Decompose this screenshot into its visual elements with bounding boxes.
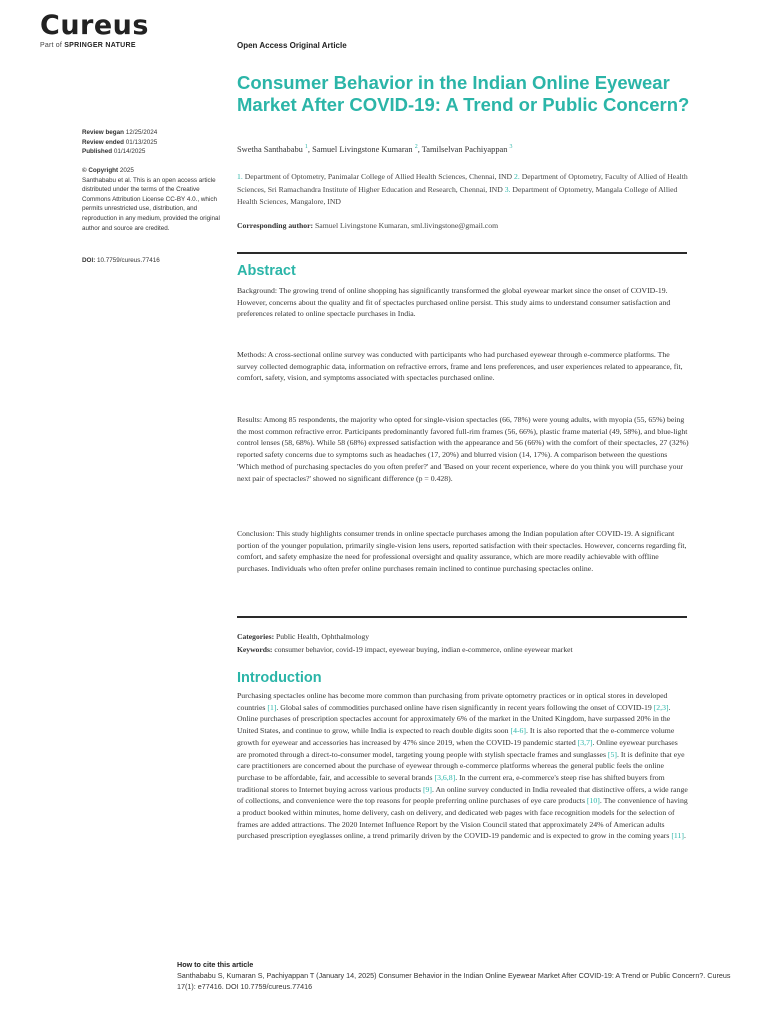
author[interactable]: Tamilselvan Pachiyappan $^3$ [421,144,513,154]
author[interactable]: Samuel Livingstone Kumaran $^2$ [312,144,418,154]
license-text: Santhababu et al. This is an open access article distributed under the terms of the Creative Commons Attribution License CC-BY 4.0., which permits unrestricted use, distribution, and reproduction in any medium, provided the original author and source are credited. [82,176,220,232]
reference-link[interactable]: [4-6] [510,726,526,736]
author[interactable]: Swetha Santhababu $^1$ [237,144,308,154]
abstract-conclusion: Conclusion: This study highlights consumer trends in online spectacle purchases among the Indian population after COVID-19. A significant portion of the younger population, primarily single-vision lens users, reported satisfaction with their spectacles. However, concerns regarding fit, comfort, and safety emphasize the need for professional oversight and quality assurance, which are more readily achievable with offline purchases. Individuals who often prefer online purchases remain inclined to continue purchasing spectacles online. [237,529,687,574]
doi[interactable]: DOI: 10.7759/cureus.77416 [82,257,160,264]
reference-link[interactable]: [5] [607,749,617,759]
divider [237,616,687,618]
introduction-heading: Introduction [237,670,322,686]
introduction-text: Purchasing spectacles online has become more common than purchasing from private optometry practices or in optical stores in developed countries [1]. Global sales of commodities purchased online have risen significantly in recent years following the onset of COVID-19 [2,3]. Online purchases of prescription spectacles account for approximately 6% of the market in the United Kingdom, have surpassed 20% in the United States, and continue to grow, while India is expected to reach double digits soon [4-6]. It is also reported that the e-commerce volume growth for eyewear and accessories has increased by 47% since 2019, when the COVID-19 pandemic started [3,7]. Online eyewear purchases are promoted through a direct-to-consumer model, targeting young people with stylish spectacle frames and sunglasses [5]. It is definite that eye care practitioners are concerned about the purchase of eyewear through e-commerce platforms whereas the general public feels the online purchase to be affordable, fair, and accessible to several brands [3,6,8]. In the current era, e-commerce's steep rise has shifted buyers from traditional stores to Internet buying across various products [9]. An online survey conducted in India revealed that distinctive offers, a wide range of collections, and convenience were the top reasons for people preferring online purchases of eye care products [10]. The convenience of having a product booked within minutes, home delivery, cash on delivery, and dedicated web pages with face recognition models for the selection of frames are added attractions. The 2020 Internet Influence Report by the Vision Council stated that approximately 24% of American adults purchased prescription eyeglasses online, a trend primarily driven by the COVID-19 pandemic and is expected to grow in the coming years [11]. [237,691,688,841]
brand-sub: Part of SPRINGER NATURE [40,42,136,49]
reference-link[interactable]: [1] [267,702,277,712]
abstract-methods: Methods: A cross-sectional online survey was conducted with participants who had purchased eyewear through e-commerce platforms. The survey collected demographic data, information on refractive errors, frame and lens preferences, and user experiences related to appearance, fit, comfort, safety, vision, and symptoms associated with spectacles purchased online. [237,350,683,383]
reference-link[interactable]: [3,6,8] [434,772,456,782]
keywords: Keywords: consumer behavior, covid-19 impact, eyewear buying, indian e-commerce, online eyewear market [237,645,573,654]
cureus-logo [40,12,149,49]
affiliations: 1. Department of Optometry, Panimalar College of Allied Health Sciences, Chennai, IND 2. Department of Optometry, Faculty of Allied of Health Sciences, Sri Ramachandra Institute of Higher Education and Research, Chennai, IND 3. Department of Optometry, Mangala College of Allied Health Sciences, Mangalore, IND [237,172,688,206]
abstract-heading: Abstract [237,263,296,279]
review-dates: Review began 12/25/2024 Review ended 01/13/2025 Published 01/14/2025 [82,129,158,156]
reference-link[interactable]: [9] [422,784,433,794]
citation-heading: How to cite this article [177,960,254,969]
abstract-results: Results: Among 85 respondents, the majority who opted for single-vision spectacles (66, 78%) were young adults, with myopia (55, 65%) being the most common refractive error. Participants predominantly favored full-rim frames (56, 66%), plastic frame material (49, 58%), and blue-light control lenses (58, 68%). While 58 (68%) expressed satisfaction with the appearance and 56 (66%) with the comfort of their spectacles, 27 (32%) reported safety concerns due to symptoms such as headaches (17, 20%) and blurred vision (14, 17%). A comparison between the questions 'Which method of purchasing spectacles do you often prefer?' and 'Based on your recent experience, where do you think you will purchase your next pair of spectacles?' showed no significant difference (p = 0.428). [237,415,689,483]
reference-link[interactable]: [11] [671,831,684,841]
copyright-block: © Copyright 2025 Santhababu et al. This is an open access article distributed under the terms of the Creative Commons Attribution License CC-BY 4.0., which permits unrestricted use, distribution, and reproduction in any medium, provided the original author and source are credited. [82,166,222,233]
categories: Categories: Public Health, Ophthalmology [237,632,370,641]
author-list: Swetha Santhababu $^1$, Samuel Livingstone Kumaran $^2$, Tamilselvan Pachiyappan $^3$ [237,144,513,154]
abstract-background: Background: The growing trend of online shopping has significantly transformed the global eyewear market since the onset of COVID-19. However, concerns about the quality and fit of spectacles purchased online persist. This study aims to understand consumer satisfaction and preferences related to online spectacle purchases in India. [237,286,671,319]
divider [237,252,687,254]
article-title: Consumer Behavior in the Indian Online Eyewear Market After COVID-19: A Trend or Public Concern? [237,72,690,115]
article-type: Open Access Original Article [237,41,347,50]
reference-link[interactable]: [2,3] [653,702,669,712]
brand-name: Cureus [40,10,149,41]
reference-link[interactable]: [10] [586,796,600,806]
citation-text: Santhababu S, Kumaran S, Pachiyappan T (January 14, 2025) Consumer Behavior in the Indian Online Eyewear Market After COVID-19: A Trend or Public Concern?. Cureus 17(1): e77416. DOI 10.7759/cureus.77416 [177,971,731,991]
corresponding-author: Corresponding author: Samuel Livingstone Kumaran, sml.livingstone@gmail.com [237,221,499,230]
reference-link[interactable]: [3,7] [577,737,593,747]
